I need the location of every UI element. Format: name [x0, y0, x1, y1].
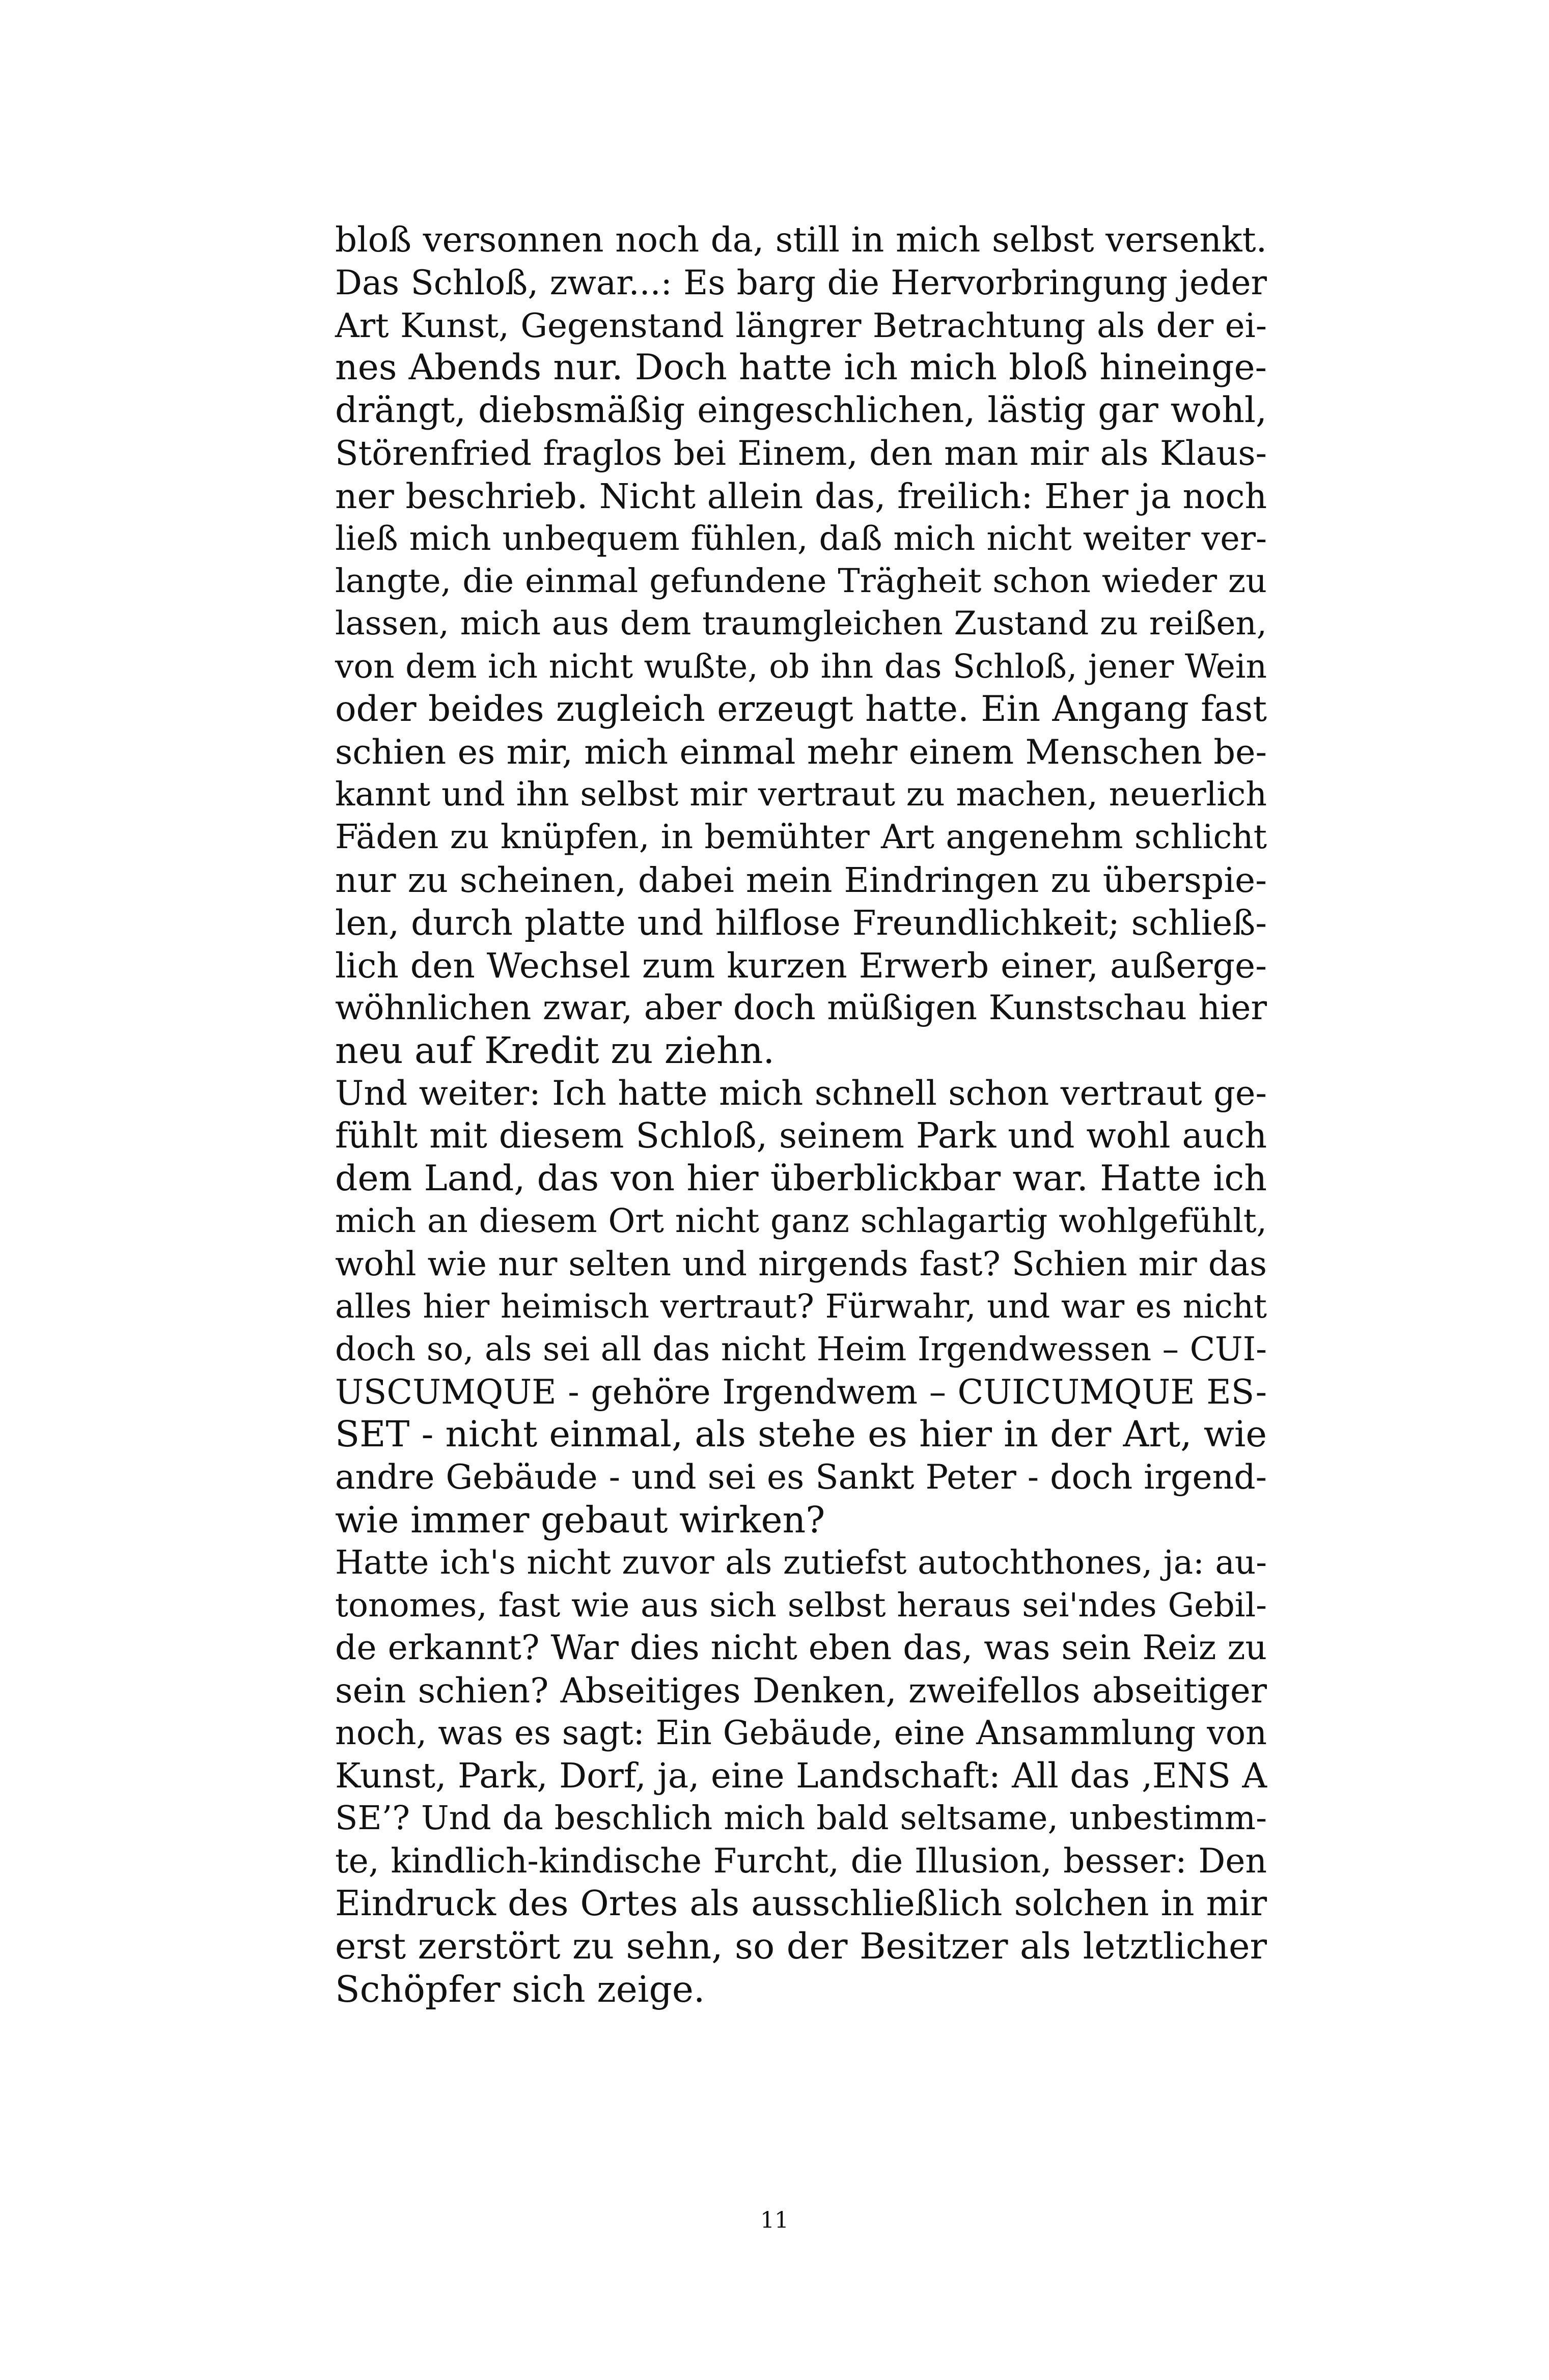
- text-line: kannt und ihn selbst mir vertraut zu machen, neuerlich: [335, 775, 1267, 814]
- text-line: Eindruck des Ortes als ausschließlich solchen in mir: [335, 1884, 1267, 1924]
- text-line: lassen, mich aus dem traumgleichen Zustand zu reißen,: [335, 605, 1267, 643]
- text-line: Kunst, Park, Dorf, ja, eine Landschaft: All das ‚ENS A: [335, 1755, 1267, 1796]
- text-line: ner beschrieb. Nicht allein das, freilich: Eher ja noch: [335, 475, 1267, 516]
- text-line: len, durch platte und hilflose Freundlichkeit; schließ-: [335, 902, 1267, 943]
- text-line: mich an diesem Ort nicht ganz schlagartig wohlgefühlt,: [335, 1202, 1267, 1241]
- text-line: fühlt mit diesem Schloß, seinem Park und wohl auch: [335, 1115, 1267, 1156]
- text-line: Fäden zu knüpfen, in bemühter Art angenehm schlicht: [335, 818, 1267, 857]
- text-line: alles hier heimisch vertraut? Fürwahr, und war es nicht: [335, 1287, 1267, 1326]
- body-text: [335, 219, 1267, 2010]
- text-line: SE’? Und da beschlich mich bald seltsame, unbestimm-: [335, 1799, 1267, 1838]
- text-line: wohl wie nur selten und nirgends fast? Schien mir das: [335, 1244, 1267, 1284]
- paragraph-1: [335, 219, 1267, 1072]
- paragraph-2: [335, 1072, 1267, 1542]
- text-line: schien es mir, mich einmal mehr einem Menschen be-: [335, 732, 1267, 772]
- page-number: 11: [760, 2207, 789, 2233]
- text-line: erst zerstört zu sehn, so der Besitzer als letztlicher: [335, 1925, 1267, 1967]
- text-line: Das Schloß, zwar...: Es barg die Hervorbringung jeder: [335, 263, 1267, 302]
- text-line: doch so, als sei all das nicht Heim Irgendwessen – CUI-: [335, 1330, 1267, 1368]
- text-line: USCUMQUE - gehöre Irgendwem – CUICUMQUE ES-: [335, 1371, 1267, 1412]
- text-line: Art Kunst, Gegenstand längrer Betrachtung als der ei-: [335, 305, 1267, 345]
- text-line: Und weiter: Ich hatte mich schnell schon vertraut ge-: [335, 1073, 1267, 1113]
- text-line: wie immer gebaut wirken?: [335, 1498, 825, 1541]
- text-line: noch, was es sagt: Ein Gebäude, eine Ansammlung von: [335, 1714, 1267, 1752]
- text-line: drängt, diebsmäßig eingeschlichen, lästig gar wohl,: [335, 390, 1267, 431]
- text-line: andre Gebäude - und sei es Sankt Peter - doch irgend-: [335, 1458, 1267, 1497]
- text-line: tonomes, fast wie aus sich selbst heraus sei'ndes Gebil-: [335, 1586, 1267, 1625]
- text-line: Hatte ich's nicht zuvor als zutiefst autochthones, ja: au-: [335, 1543, 1267, 1582]
- text-line: SET - nicht einmal, als stehe es hier in der Art, wie: [335, 1413, 1267, 1455]
- text-line: sein schien? Abseitiges Denken, zweifellos abseitiger: [335, 1670, 1267, 1711]
- text-line: von dem ich nicht wußte, ob ihn das Schloß, jener Wein: [335, 647, 1267, 686]
- paragraph-3: [335, 1542, 1267, 2011]
- text-line: te, kindlich-kindische Furcht, die Illusion, besser: Den: [335, 1841, 1267, 1881]
- text-line: ließ mich unbequem fühlen, daß mich nicht weiter ver-: [335, 519, 1267, 558]
- text-line: Störenfried fraglos bei Einem, den man mir als Klaus-: [335, 433, 1267, 473]
- text-line: oder beides zugleich erzeugt hatte. Ein Angang fast: [335, 688, 1267, 730]
- text-line: neu auf Kredit zu ziehn.: [335, 1029, 775, 1072]
- text-line: dem Land, das von hier überblickbar war. Hatte ich: [335, 1158, 1267, 1199]
- text-line: Schöpfer sich zeige.: [335, 1968, 705, 2010]
- text-line: nes Abends nur. Doch hatte ich mich bloß hineinge-: [335, 347, 1267, 388]
- text-line: de erkannt? War dies nicht eben das, was sein Reiz zu: [335, 1628, 1267, 1668]
- text-line: lich den Wechsel zum kurzen Erwerb einer, außerge-: [335, 945, 1267, 986]
- text-line: bloß versonnen noch da, still in mich selbst versenkt.: [335, 220, 1267, 260]
- text-line: nur zu scheinen, dabei mein Eindringen zu überspie-: [335, 859, 1267, 900]
- text-line: wöhnlichen zwar, aber doch müßigen Kunstschau hier: [335, 988, 1267, 1028]
- text-line: langte, die einmal gefundene Trägheit schon wieder zu: [335, 562, 1267, 601]
